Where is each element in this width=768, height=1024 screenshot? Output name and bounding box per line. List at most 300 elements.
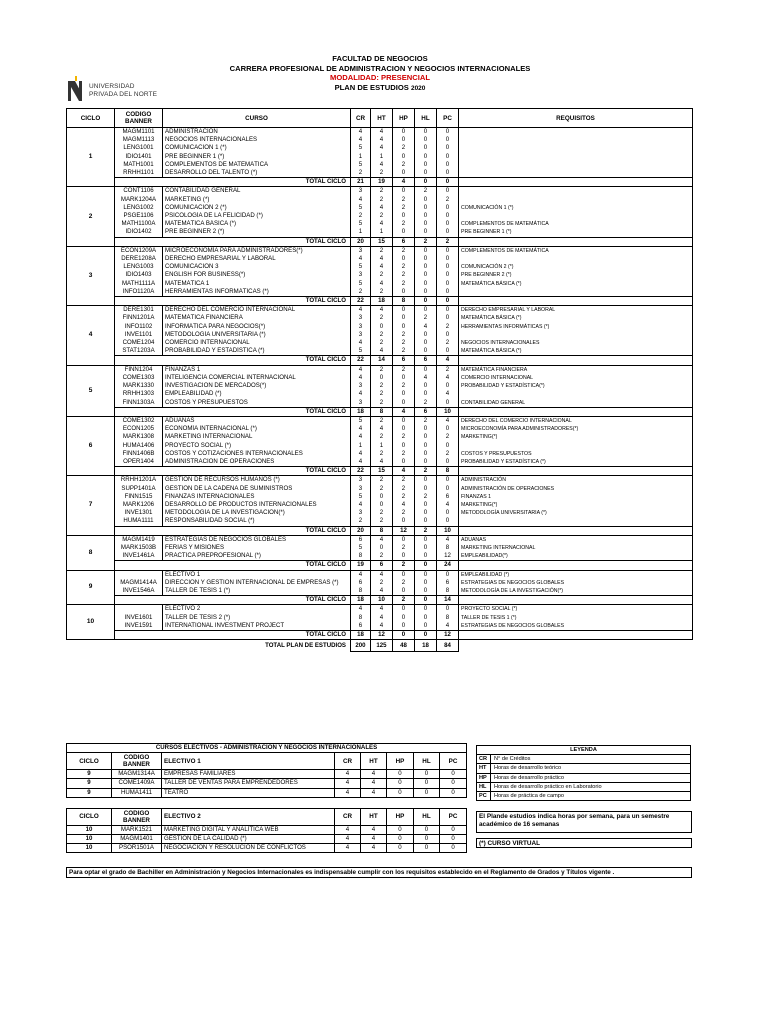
hours-theory: 4 (371, 347, 393, 356)
total-value: 18 (371, 297, 393, 306)
hours-lab: 0 (415, 212, 437, 220)
total-value: 18 (351, 630, 371, 639)
upn-logo-icon (66, 76, 88, 102)
requirement (459, 331, 693, 339)
requirement (459, 212, 693, 220)
total-requirement-blank (459, 596, 693, 605)
hours-theory: 0 (371, 493, 393, 501)
hours-lab: 0 (415, 204, 437, 212)
credits: 2 (351, 288, 371, 297)
hours-field: 0 (437, 280, 459, 288)
hours-practice: 0 (393, 425, 415, 433)
requirement (459, 128, 693, 137)
requirement: DERECHO EMPRESARIAL Y LABORAL (459, 306, 693, 315)
credits: 5 (351, 347, 371, 356)
requirement: FINANZAS 1 (459, 493, 693, 501)
total-value: 4 (393, 407, 415, 416)
col-cr: CR (335, 753, 361, 770)
course-code: RRHH1101 (115, 169, 163, 178)
hours-practice: 0 (393, 255, 415, 263)
legend-title-row (477, 746, 691, 755)
electives-body (67, 744, 467, 853)
col-hl: HL (414, 753, 440, 770)
gap-cell (67, 797, 467, 808)
hours-field: 0 (437, 458, 459, 467)
requirement (459, 442, 693, 450)
course-code: INVE1591 (115, 622, 163, 631)
hours-practice: 0 (393, 169, 415, 178)
requirement: COMPLEMENTOS DE MATEMÁTICA (459, 220, 693, 228)
course-code: PSGE1106 (115, 212, 163, 220)
course-name: GESTIÓN DE LA CADENA DE SUMINISTROS (163, 485, 351, 493)
course-code: INFO1102 (115, 323, 163, 331)
hours-lab: 0 (415, 390, 437, 398)
requirement (459, 153, 693, 161)
course-code: MAGM1113 (115, 136, 163, 144)
credits: 4 (335, 835, 361, 844)
requirement (459, 144, 693, 152)
col-hp: HP (387, 808, 414, 825)
hours-field: 0 (437, 425, 459, 433)
total-cycle-label: TOTAL CICLO (115, 630, 351, 639)
total-value: 19 (351, 561, 371, 570)
hours-theory: 4 (371, 587, 393, 596)
course-name: PSICOLOGÍA DE LA FELICIDAD (*) (163, 212, 351, 220)
credits: 5 (351, 263, 371, 271)
requirement: ADMINISTRACIÓN DE OPERACIONES (459, 485, 693, 493)
course-code: MATH1001 (115, 161, 163, 169)
hours-lab: 0 (415, 153, 437, 161)
requirement: MATEMÁTICA BÁSICA (*) (459, 314, 693, 322)
hours-field: 0 (440, 825, 467, 834)
hours-lab: 0 (415, 614, 437, 622)
table-row (67, 204, 693, 212)
hours-lab: 0 (415, 605, 437, 614)
hours-lab: 0 (415, 288, 437, 297)
hours-field: 4 (437, 416, 459, 425)
hours-lab: 0 (415, 271, 437, 279)
total-requirement-blank (459, 297, 693, 306)
credits: 4 (351, 501, 371, 509)
course-code: OPER1404 (115, 458, 163, 467)
logo-text (89, 83, 157, 98)
elective-code: MARK1521 (112, 825, 162, 834)
course-name: ADMINISTRACIÓN (163, 128, 351, 137)
total-value: 2 (393, 561, 415, 570)
course-name: ESTRATEGIAS DE NEGOCIOS GLOBALES (163, 535, 351, 544)
cycle-total-row (67, 630, 693, 639)
hours-practice: 0 (393, 570, 415, 579)
hours-field: 4 (437, 390, 459, 398)
electives-header-row (67, 753, 467, 770)
course-name: MARKETING INTERNACIONAL (163, 433, 351, 441)
cycle-total-row (67, 407, 693, 416)
hours-practice: 0 (393, 323, 415, 331)
requirement: PROYECTO SOCIAL (*) (459, 605, 693, 614)
table-row (67, 339, 693, 347)
table-row (67, 246, 693, 255)
electives-title-row (67, 744, 467, 753)
total-value: 6 (393, 237, 415, 246)
hours-theory: 4 (361, 779, 387, 788)
hours-theory: 4 (371, 622, 393, 631)
course-name: FINANZAS INTERNACIONALES (163, 493, 351, 501)
elective-course: MARKETING DIGITAL Y ANALÍTICA WEB (162, 825, 335, 834)
hours-practice: 2 (393, 509, 415, 517)
hours-theory: 4 (371, 614, 393, 622)
legend-value: Horas de práctica de campo (491, 792, 691, 801)
credits: 3 (351, 476, 371, 485)
table-row (67, 314, 693, 322)
hours-theory: 2 (371, 331, 393, 339)
elective-row (67, 788, 467, 797)
faculty-title: FACULTAD DE NEGOCIOS (332, 54, 428, 63)
requirement: PROBABILIDAD Y ESTADÍSTICA(*) (459, 382, 693, 390)
hours-lab: 2 (415, 399, 437, 408)
hours-field: 0 (437, 169, 459, 178)
footer-note: Para optar el grado de Bachiller en Administración y Negocios Internacionales es indispensable cumplir con los requisitos establecido en el Reglamento de Grados y Títulos vigente . (66, 867, 692, 878)
total-value: 0 (415, 178, 437, 187)
total-value: 22 (351, 467, 371, 476)
electives-table (66, 743, 467, 853)
requirement: PRE BEGINNER 1 (*) (459, 228, 693, 237)
hours-practice: 0 (393, 390, 415, 398)
total-value: 8 (393, 297, 415, 306)
table-row (67, 614, 693, 622)
course-name: GESTIÓN DE RECURSOS HUMANOS (*) (163, 476, 351, 485)
total-value: 4 (393, 178, 415, 187)
course-name: COMPLEMENTOS DE MATEMÁTICA (163, 161, 351, 169)
course-code: SUPP1401A (115, 485, 163, 493)
credits: 2 (351, 169, 371, 178)
table-row (67, 220, 693, 228)
hours-field: 2 (437, 365, 459, 374)
hours-theory: 2 (371, 288, 393, 297)
requirement (459, 136, 693, 144)
hours-lab: 0 (415, 263, 437, 271)
course-name: COMUNICACIÓN 3 (163, 263, 351, 271)
course-code: LENG1003 (115, 263, 163, 271)
requirement: COMUNICACIÓN 1 (*) (459, 204, 693, 212)
course-name: PRE BEGINNER 1 (*) (163, 153, 351, 161)
credits: 1 (351, 442, 371, 450)
hours-lab: 0 (415, 570, 437, 579)
hours-theory: 4 (371, 458, 393, 467)
total-value: 8 (371, 407, 393, 416)
requirement (459, 187, 693, 196)
requirement: COSTOS Y PRESUPUESTOS (459, 450, 693, 458)
hours-practice: 0 (393, 622, 415, 631)
course-code: INFO1120A (115, 288, 163, 297)
total-value: 0 (415, 596, 437, 605)
elective-row (67, 835, 467, 844)
hours-field: 0 (440, 770, 467, 779)
hours-field: 0 (437, 263, 459, 271)
table-row (67, 153, 693, 161)
credits: 3 (351, 399, 371, 408)
course-code: ECON1209A (115, 246, 163, 255)
hours-lab: 0 (415, 306, 437, 315)
course-name: TALLER DE TESIS 1 (*) (163, 587, 351, 596)
hours-field: 4 (437, 535, 459, 544)
course-code: FINN1201A (115, 314, 163, 322)
hours-field: 0 (440, 779, 467, 788)
course-name: ELECTIVO 2 (163, 605, 351, 614)
hours-practice: 2 (393, 579, 415, 587)
total-value: 19 (371, 178, 393, 187)
credits: 6 (351, 579, 371, 587)
requirement: MATEMÁTICA BÁSICA (*) (459, 347, 693, 356)
hours-theory: 2 (371, 271, 393, 279)
table-row (67, 280, 693, 288)
total-value: 22 (351, 297, 371, 306)
credits: 4 (351, 458, 371, 467)
total-value: 12 (371, 630, 393, 639)
hours-theory: 0 (371, 374, 393, 382)
credits: 2 (351, 212, 371, 220)
hours-field: 4 (437, 374, 459, 382)
hours-field: 0 (437, 153, 459, 161)
hours-lab: 2 (415, 187, 437, 196)
col-hl: HL (415, 109, 437, 128)
cycle-number: 9 (67, 570, 115, 605)
hours-lab: 0 (415, 331, 437, 339)
table-row (67, 544, 693, 552)
hours-theory: 2 (371, 212, 393, 220)
credits: 4 (351, 450, 371, 458)
legend-row (477, 755, 691, 764)
course-code: MATH1100A (115, 220, 163, 228)
total-value: 2 (437, 237, 459, 246)
course-code: FINN1204 (115, 365, 163, 374)
credits: 3 (351, 187, 371, 196)
credits: 3 (351, 314, 371, 322)
hours-theory: 4 (371, 144, 393, 152)
course-name: ADMINISTRACIÓN DE OPERACIONES (163, 458, 351, 467)
col-pc: PC (440, 753, 467, 770)
hours-theory: 2 (371, 382, 393, 390)
course-name: FINANZAS 1 (163, 365, 351, 374)
hours-field: 0 (437, 517, 459, 526)
total-value: 6 (415, 356, 437, 365)
hours-lab: 0 (415, 228, 437, 237)
cycle-number: 4 (67, 306, 115, 365)
hours-practice: 2 (393, 485, 415, 493)
cycle-number: 10 (67, 605, 115, 640)
hours-lab: 0 (415, 161, 437, 169)
credits: 8 (351, 587, 371, 596)
credits: 4 (335, 825, 361, 834)
course-code: DERE1301 (115, 306, 163, 315)
table-row (67, 622, 693, 631)
total-value: 18 (351, 407, 371, 416)
cycle-total-row (67, 596, 693, 605)
course-code: MARK1204A (115, 196, 163, 204)
hours-field: 0 (437, 187, 459, 196)
course-code: IDIO1403 (115, 271, 163, 279)
hours-lab: 0 (414, 770, 440, 779)
cycle-total-row (67, 237, 693, 246)
hours-practice: 2 (393, 339, 415, 347)
table-row (67, 605, 693, 614)
course-name: HERRAMIENTAS INFORMÁTICAS (*) (163, 288, 351, 297)
hours-theory: 2 (371, 196, 393, 204)
table-row (67, 552, 693, 561)
credits: 4 (335, 779, 361, 788)
col-requisitos: REQUISITOS (459, 109, 693, 128)
hours-theory: 4 (371, 220, 393, 228)
legend-value: Horas de desarrollo teórico (491, 764, 691, 773)
elective-ciclo: 9 (67, 779, 112, 788)
course-name: INVESTIGACION DE MERCADOS(*) (163, 382, 351, 390)
course-code: HUMA1111 (115, 517, 163, 526)
course-code: DERE1208A (115, 255, 163, 263)
course-name: EMPLEABILIDAD (*) (163, 390, 351, 398)
hours-lab: 0 (415, 458, 437, 467)
hours-practice: 0 (393, 374, 415, 382)
hours-field: 2 (437, 339, 459, 347)
total-cycle-label: TOTAL CICLO (115, 467, 351, 476)
col-pc: PC (437, 109, 459, 128)
hours-theory: 2 (371, 399, 393, 408)
elective-row (67, 779, 467, 788)
col-cr: CR (335, 808, 361, 825)
hours-practice: 2 (393, 144, 415, 152)
course-code: COME1204 (115, 339, 163, 347)
course-code: MAGM1101 (115, 128, 163, 137)
hours-practice: 0 (387, 788, 414, 797)
table-row (67, 196, 693, 204)
hours-practice: 0 (393, 605, 415, 614)
hours-practice: 0 (393, 136, 415, 144)
hours-theory: 2 (371, 339, 393, 347)
hours-practice: 0 (393, 535, 415, 544)
course-name: DERECHO EMPRESARIAL Y LABORAL (163, 255, 351, 263)
total-value: 14 (437, 596, 459, 605)
hours-theory: 4 (371, 161, 393, 169)
table-row (67, 255, 693, 263)
course-name: FERIAS Y MISIONES (163, 544, 351, 552)
legend-row (477, 764, 691, 773)
hours-theory: 2 (371, 365, 393, 374)
hours-lab: 0 (415, 255, 437, 263)
course-code: ECON1205 (115, 425, 163, 433)
table-row (67, 136, 693, 144)
course-name: MATEMÁTICA 1 (163, 280, 351, 288)
elective-code: MAGM1314A (112, 770, 162, 779)
course-code: LENG1001 (115, 144, 163, 152)
hours-theory: 4 (361, 844, 387, 853)
requirement: ADMINISTRACIÓN (459, 476, 693, 485)
hours-practice: 0 (387, 825, 414, 834)
hours-practice: 0 (393, 153, 415, 161)
col-codigo: CODIGO BANNER (112, 808, 162, 825)
credits: 4 (351, 570, 371, 579)
hours-theory: 2 (371, 433, 393, 441)
total-cycle-label: TOTAL CICLO (115, 596, 351, 605)
col-cr: CR (351, 109, 371, 128)
legend-value: Horas de desarrollo práctico en Laboratorio (491, 782, 691, 791)
requirement: TALLER DE TESIS 1 (*) (459, 614, 693, 622)
course-name: METODOLOGÍA UNIVERSITARIA (*) (163, 331, 351, 339)
credits: 4 (351, 374, 371, 382)
cycle-total-row (67, 467, 693, 476)
hours-theory: 2 (371, 416, 393, 425)
hours-theory: 2 (371, 246, 393, 255)
hours-field: 6 (437, 579, 459, 587)
credits: 3 (351, 271, 371, 279)
legend-row (477, 792, 691, 801)
hours-field: 2 (437, 196, 459, 204)
hours-field: 0 (437, 204, 459, 212)
hours-practice: 0 (393, 399, 415, 408)
logo-line-1: UNIVERSIDAD (89, 83, 135, 90)
requirement (459, 255, 693, 263)
legend-row (477, 773, 691, 782)
course-code: INVE1301 (115, 509, 163, 517)
hours-practice: 2 (393, 161, 415, 169)
course-code: MATH1111A (115, 280, 163, 288)
hours-field: 2 (437, 433, 459, 441)
hours-lab: 2 (415, 314, 437, 322)
course-name: MARKETING (*) (163, 196, 351, 204)
total-requirement-blank (459, 407, 693, 416)
table-row (67, 331, 693, 339)
legend-key: HL (477, 782, 491, 791)
grand-total-label: TOTAL PLAN DE ESTUDIOS (67, 640, 351, 652)
hours-practice: 2 (393, 476, 415, 485)
total-cycle-label: TOTAL CICLO (115, 297, 351, 306)
requirement: MATEMÁTICA BÁSICA (*) (459, 280, 693, 288)
total-value: 12 (437, 630, 459, 639)
col-hp: HP (387, 753, 414, 770)
credits: 1 (351, 228, 371, 237)
requirement: COMERCIO INTERNACIONAL (459, 374, 693, 382)
credits: 5 (351, 544, 371, 552)
hours-lab: 0 (414, 779, 440, 788)
total-requirement-blank (459, 356, 693, 365)
requirement (459, 517, 693, 526)
grand-total-value: 18 (415, 640, 437, 652)
course-name: MATEMÁTICA BÁSICA (*) (163, 220, 351, 228)
hours-practice: 2 (393, 433, 415, 441)
total-value: 20 (351, 237, 371, 246)
hours-practice: 0 (387, 770, 414, 779)
legend-key: HP (477, 773, 491, 782)
hours-field: 0 (437, 509, 459, 517)
legend-table (476, 745, 691, 801)
total-requirement-blank (459, 178, 693, 187)
credits: 5 (351, 220, 371, 228)
hours-field: 0 (437, 288, 459, 297)
course-code: RRHH1303 (115, 390, 163, 398)
requirement: MARKETING INTERNACIONAL (459, 544, 693, 552)
grand-total-blank (459, 640, 693, 652)
plan-year: 2020 (410, 84, 426, 92)
hours-theory: 2 (371, 517, 393, 526)
cycle-number: 7 (67, 476, 115, 535)
course-code (115, 570, 163, 579)
course-name: ELECTIVO 1 (163, 570, 351, 579)
hours-practice: 0 (393, 442, 415, 450)
hours-lab: 2 (415, 493, 437, 501)
hours-practice: 2 (393, 280, 415, 288)
hours-theory: 2 (371, 314, 393, 322)
legend-title: LEYENDA (477, 746, 691, 755)
hours-practice: 2 (393, 493, 415, 501)
hours-lab: 0 (415, 280, 437, 288)
total-value: 0 (415, 297, 437, 306)
